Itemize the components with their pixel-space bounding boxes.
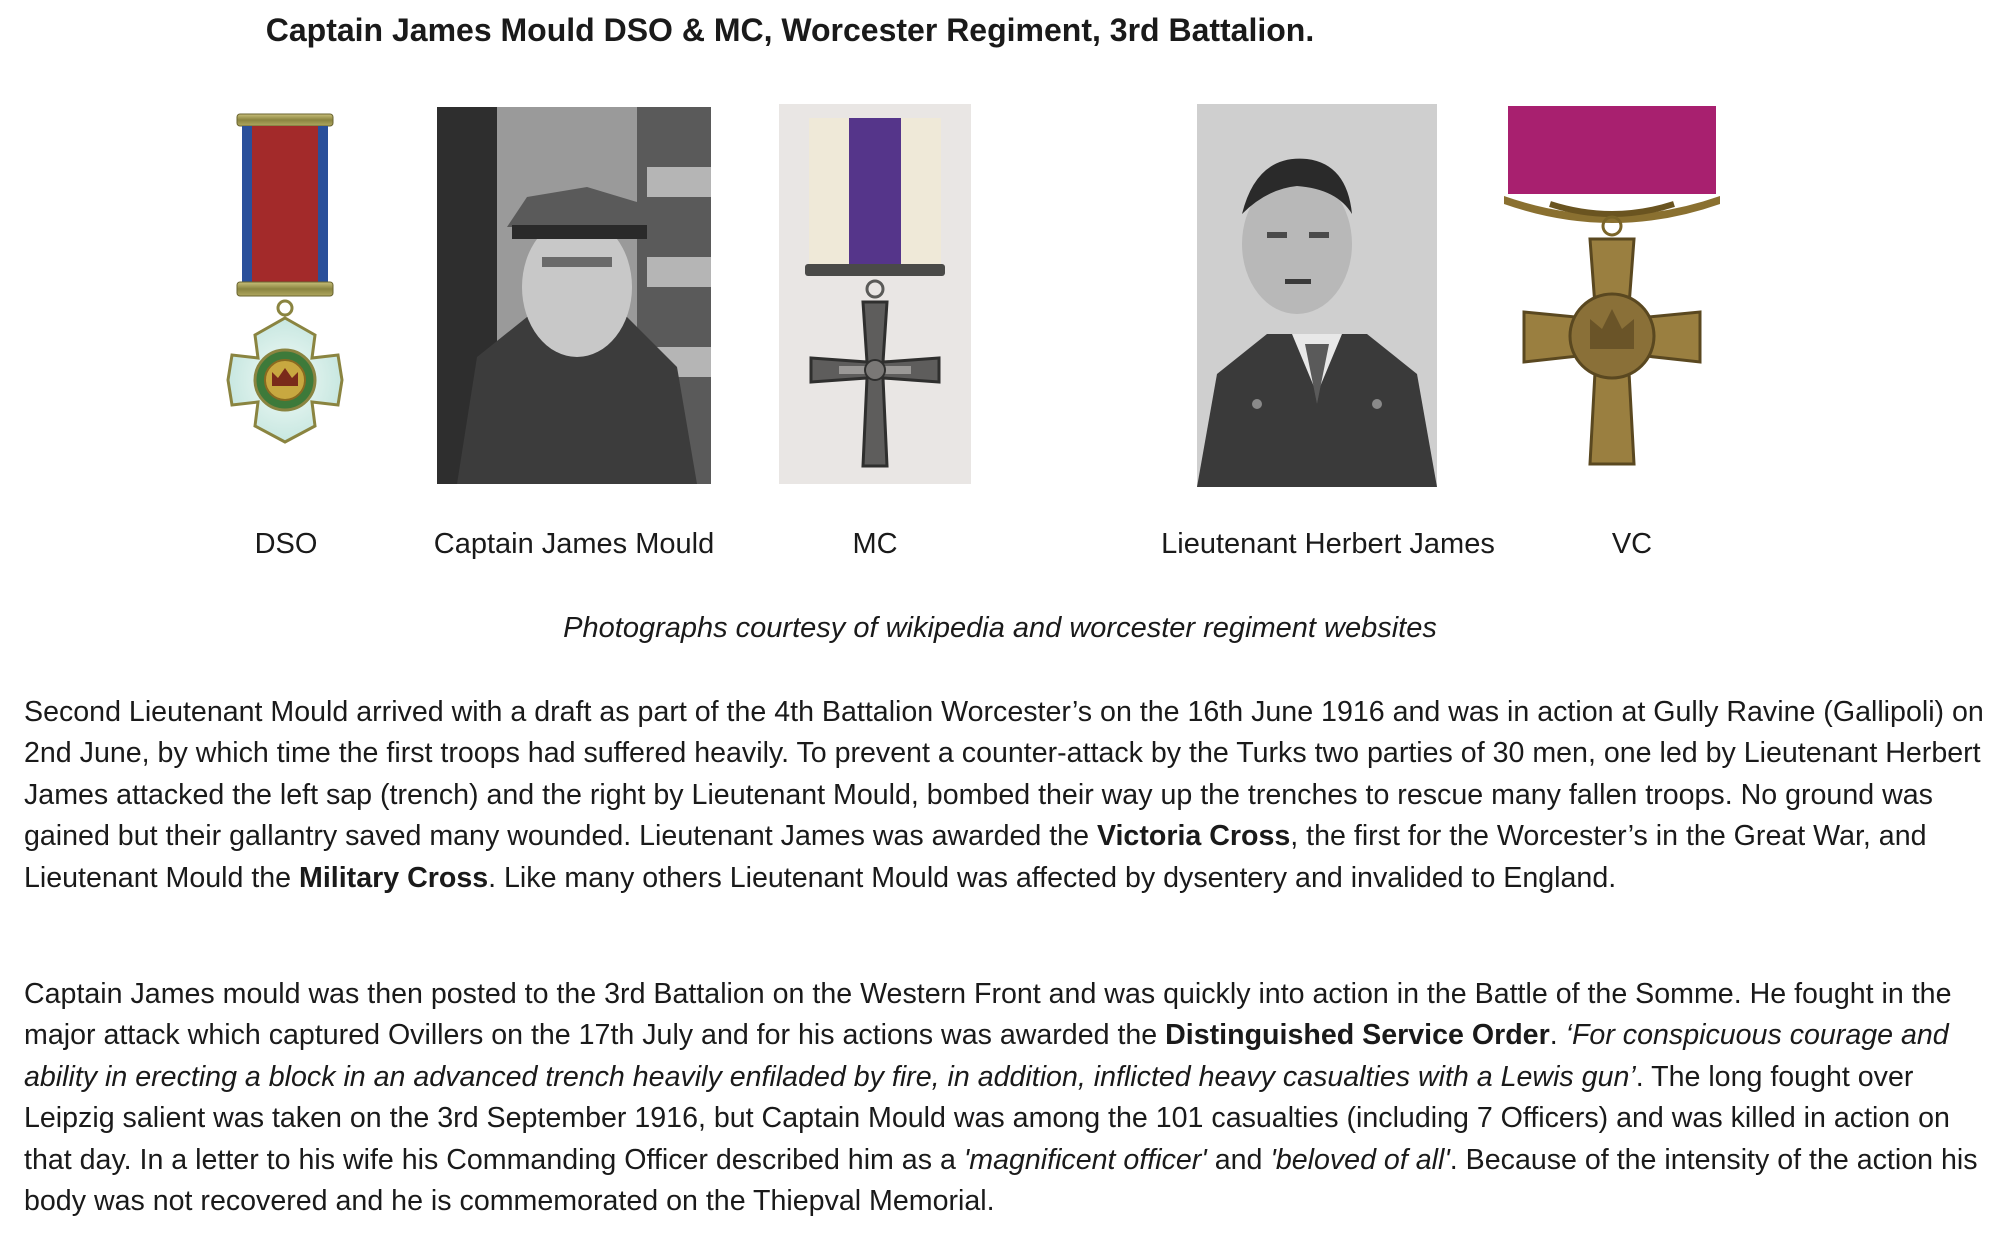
lieutenant-herbert-james-photo — [1197, 104, 1437, 487]
caption-lieutenant-herbert-james: Lieutenant Herbert James — [1161, 528, 1495, 560]
quote-magnificent-officer: 'magnificent officer' — [963, 1143, 1207, 1176]
mc-medal-icon — [779, 104, 971, 484]
paragraph-gallipoli: Second Lieutenant Mould arrived with a draft as part of the 4th Battalion Worcester’s on the 16th June 1916 and was in action at Gully Ravine (Gallipoli) on 2nd June, by which time the first troops had suffered heavily. To prevent a counter-attack by the Turks two parties of 30 men, one led by Lieutenant Herbert James attacked the left sap (trench) and the right by Lieutenant Mould, bombed their way up the trenches to rescue many fallen troops. No ground was gained but their gallantry saved many wounded. Lieutenant James was awarded the Victoria Cross, the first for the Worcester’s in the Great War, and Lieutenant Mould the Military Cross. Like many others Lieutenant Mould was affected by dysentery and invalided to England. — [24, 696, 1984, 894]
caption-mc: MC — [852, 528, 898, 560]
dso-medal-icon — [220, 110, 350, 485]
military-cross-emphasis: Military Cross — [299, 861, 489, 894]
dso-emphasis: Distinguished Service Order — [1165, 1019, 1550, 1052]
quote-beloved-of-all: 'beloved of all' — [1270, 1143, 1450, 1176]
photo-credit: Photographs courtesy of wikipedia and worcester regiment websites — [563, 612, 1437, 644]
victoria-cross-emphasis: Victoria Cross — [1096, 820, 1291, 853]
paragraph-somme: Captain James mould was then posted to the 3rd Battalion on the Western Front and was quickly into action in the Battle of the Somme. He fought in the major attack which captured Ovillers on the 17th July and for his actions was awarded the Distinguished Service Order. ‘For conspicuous courage and ability in erecting a block in an advanced trench heavily enfiladed by fire, in addition, inflicted heavy casualties with a Lewis gun’. The long fought over Leipzig salient was taken on the 3rd September 1916, but Captain Mould was among the 101 casualties (including 7 Officers) and was killed in action on that day. In a letter to his wife his Commanding Officer described him as a 'magnificent officer' and 'beloved of all'. Because of the intensity of the action his body was not recovered and he is commemorated on the Thiepval Memorial. — [24, 978, 1978, 1218]
captain-james-mould-photo — [437, 107, 711, 484]
caption-vc: VC — [1611, 528, 1653, 560]
vc-medal-icon — [1500, 104, 1724, 476]
page-title: Captain James Mould DSO & MC, Worcester Regiment, 3rd Battalion. — [265, 12, 1315, 48]
citation-quote: ‘For conspicuous courage and ability in erecting a block in an advanced trench heavily enfiladed by fire, in addition, inflicted heavy casualties with a Lewis gun’ — [24, 1019, 1949, 1093]
caption-captain-james-mould: Captain James Mould — [433, 528, 715, 560]
caption-dso: DSO — [254, 528, 318, 560]
